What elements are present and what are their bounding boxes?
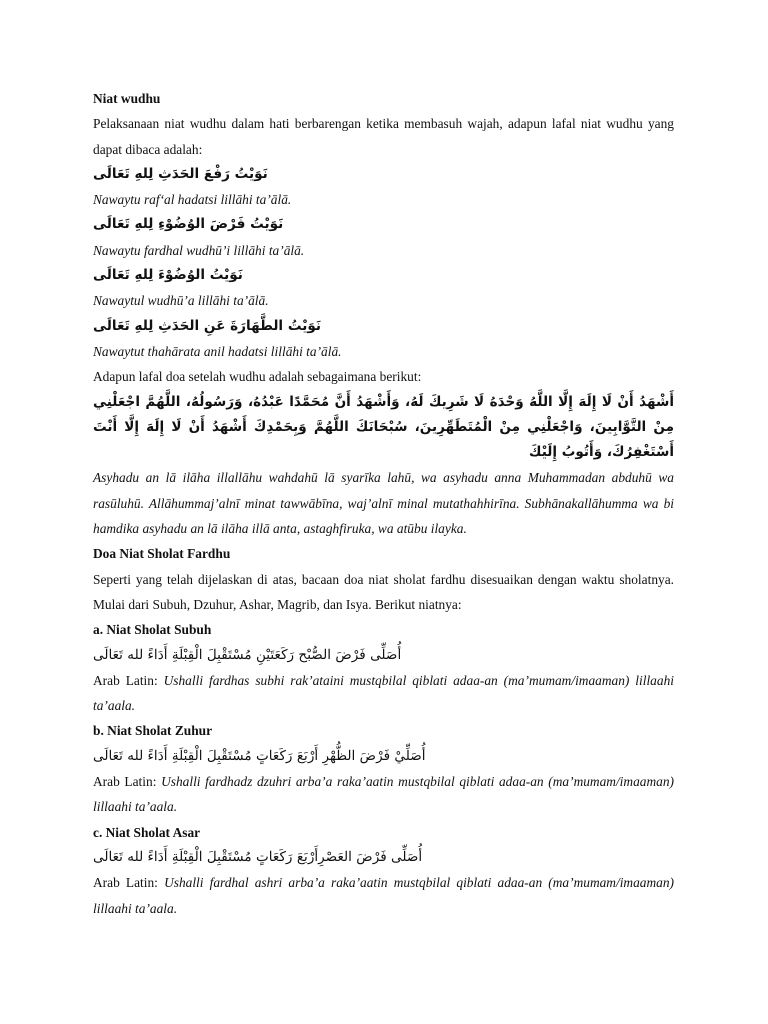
niat-asar-latin-prefix: Arab Latin: (93, 875, 165, 891)
niat-wudhu-4-arabic: نَوَيْتُ الطَّهَارَةَ عَنِ الحَدَثِ لِلهِ تَعَالَى (93, 317, 321, 334)
niat-subuh-latin-text: Ushalli fardhas subhi rak’ataini mustqbilal qiblati adaa-an (ma’mumam/imaaman) lillaahi ta’aala. (93, 672, 674, 714)
section-title-doa-niat-sholat: Doa Niat Sholat Fardhu (93, 546, 231, 562)
document-page (93, 86, 674, 921)
niat-zuhur-arabic: أُصَلِّيْ فَرْضَ الظُّهْرِ أَرْبَعَ رَكَعَاتٍ مُسْتَقْبِلَ الْقِبْلَةِ أَدَاءً لله تَعَالَى (93, 747, 426, 764)
niat-asar-latin-text: Ushalli fardhal ashri arba’a raka’aatin mustqbilal qiblati adaa-an (ma’mumam/imaaman) lillaahi ta’aala. (93, 875, 675, 916)
niat-zuhur-heading: b. Niat Sholat Zuhur (93, 723, 213, 739)
doa-setelah-wudhu-intro: Adapun lafal doa setelah wudhu adalah sebagaimana berikut: (93, 369, 422, 385)
niat-asar-heading: c. Niat Sholat Asar (93, 824, 201, 840)
niat-zuhur-latin (93, 769, 674, 820)
niat-zuhur-latin-text: Ushalli fardhadz dzuhri arba’a raka’aatin mustqbilal qiblati adaa-an (ma’mumam/imaaman) lillaahi ta’aala. (93, 774, 674, 815)
section-title-niat-wudhu: Niat wudhu (93, 91, 161, 106)
niat-wudhu-3-arabic: نَوَيْتُ الوُضُوْءَ لِلهِ تَعَالَى (93, 267, 243, 284)
niat-wudhu-2-latin: Nawaytu fardhal wudhū’i lillāhi ta’ālā. (93, 242, 305, 258)
niat-asar-arabic: أُصَلِّى فَرْضَ العَصْرِأَرْبَعَ رَكَعَاتٍ مُسْتَقْبِلَ الْقِبْلَةِ أَدَاءً لله تَعَالَى (93, 848, 423, 865)
niat-subuh-heading: a. Niat Sholat Subuh (93, 622, 212, 638)
niat-wudhu-3-latin: Nawaytul wudhū’a lillāhi ta’ālā. (93, 293, 269, 309)
doa-setelah-wudhu-latin: Asyhadu an lā ilāha illallāhu wahdahū lā syarīka lahū, wa asyhadu anna Muhammadan abduhū wa rasūluhū. Allāhummaj’alnī minat tawwābīna, waj’alnī minal mutathahhirīna. Subhānakallāhumma wa bi hamdika asyhadu an lā ilāha illā anta, astaghfiruka, wa atūbu ilayka. (93, 470, 674, 537)
niat-wudhu-2-arabic: نَوَيْتُ فَرْضَ الوُضُوْءِ لِلهِ تَعَالَى (93, 216, 284, 233)
niat-subuh-arabic: أُصَلِّى فَرْضَ الصُّبْح رَكَعَتَيْنِ مُسْتَقْبِلَ الْقِبْلَةِ أَدَاءً لله تَعَالَى (93, 646, 402, 663)
niat-wudhu-4-latin: Nawaytut thahārata anil hadatsi lillāhi ta’ālā. (93, 343, 342, 359)
doa-setelah-wudhu-arabic: أَشْهَدُ أَنْ لَا إِلَهَ إِلَّا اللَّهُ وَحْدَهُ لَا شَرِيكَ لَهُ، وَأَشْهَدُ أَنَّ مُحَمَّدًا عَبْدُهُ، وَرَسُولُهُ، اللَّهُمَّ اجْعَلْنِي مِنْ التَّوَّابِينَ، وَاجْعَلْنِي مِنْ الْمُتَطَهِّرِينَ، سُبْحَانَكَ اللَّهُمَّ وَبِحَمْدِكَ أَشْهَدُ أَنْ لَا إِلَهَ إِلَّا أَنْتَ أَسْتَغْفِرُكَ، وَأَتُوبُ إِلَيْكَ (93, 393, 674, 461)
sholat-intro-paragraph: Seperti yang telah dijelaskan di atas, bacaan doa niat sholat fardhu disesuaikan dengan waktu sholatnya. Mulai dari Subuh, Dzuhur, Ashar, Magrib, dan Isya. Berikut niatnya: (93, 571, 674, 612)
niat-wudhu-1-latin: Nawaytu raf‘al hadatsi lillāhi ta’ālā. (93, 192, 292, 208)
niat-zuhur-latin-prefix: Arab Latin: (93, 774, 162, 790)
niat-subuh-latin (93, 668, 674, 719)
niat-asar-latin (93, 870, 674, 921)
niat-wudhu-1-arabic: نَوَيْتُ رَفْعَ الحَدَثِ لِلهِ تَعَالَى (93, 165, 268, 182)
wudhu-intro-paragraph: Pelaksanaan niat wudhu dalam hati berbarengan ketika membasuh wajah, adapun lafal niat wudhu yang dapat dibaca adalah: (93, 116, 674, 157)
niat-subuh-latin-prefix: Arab Latin: (93, 672, 164, 688)
